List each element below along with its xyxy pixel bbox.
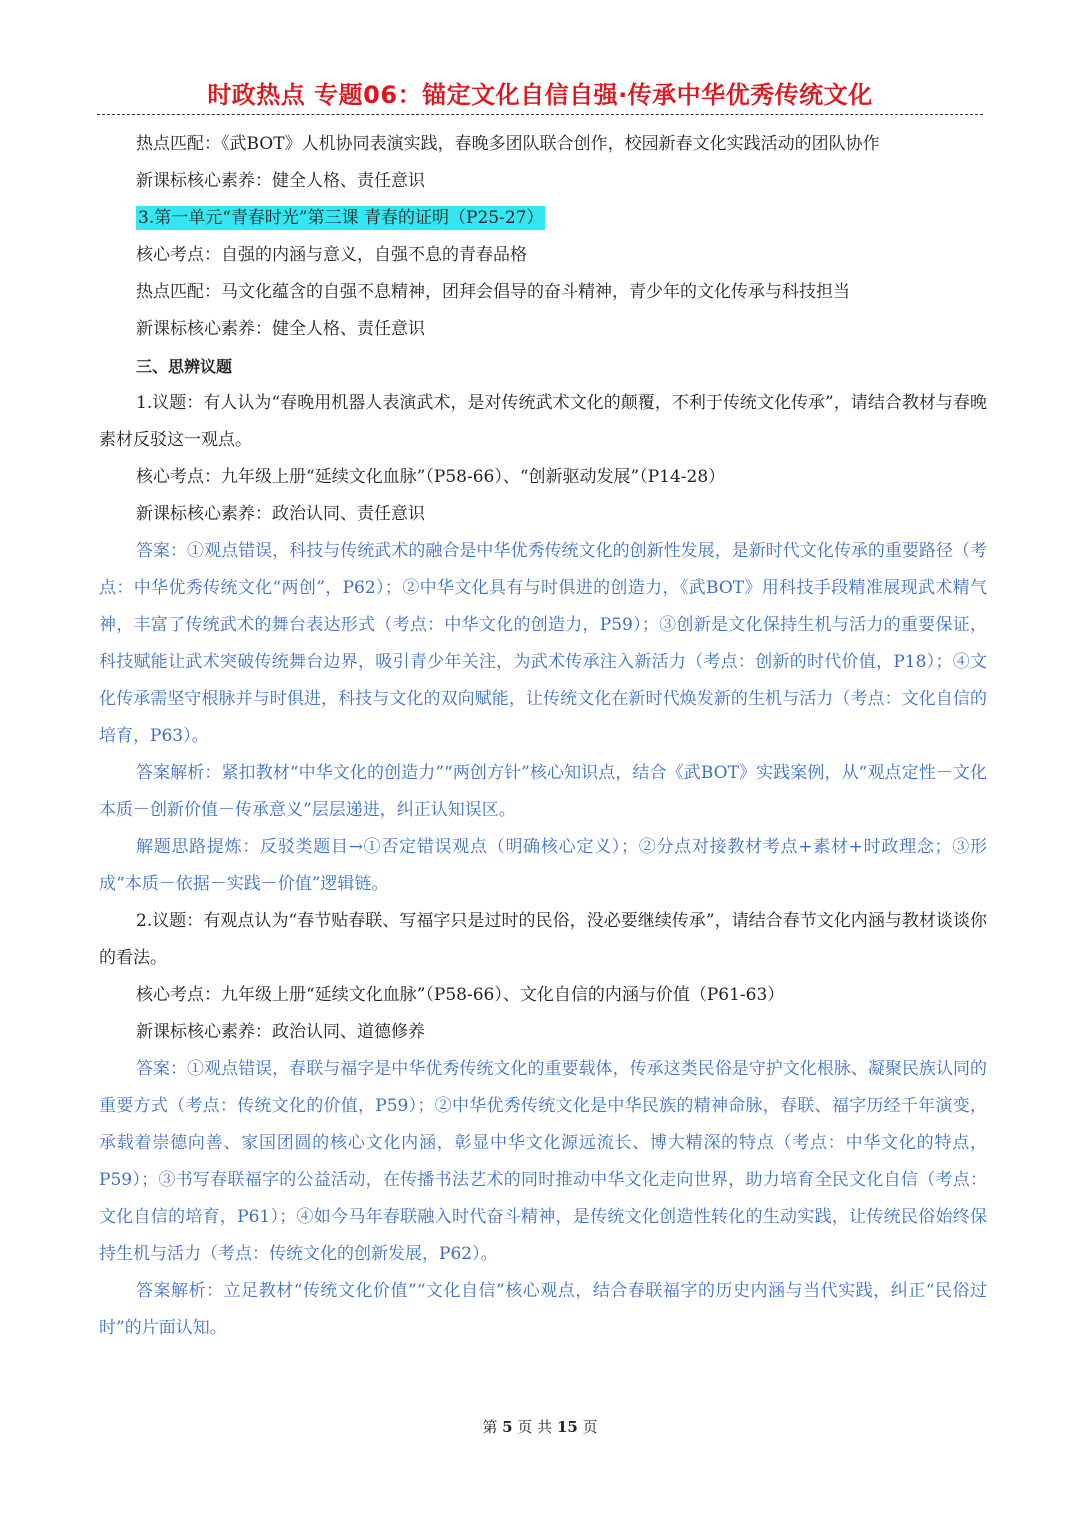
core-literacy-line: 新课标核心素养：政治认同、道德修养 (136, 1022, 425, 1042)
footer-suffix: 页 (582, 1418, 598, 1436)
answer-paragraph-2: 答案：①观点错误，春联与福字是中华优秀传统文化的重要载体，传承这类民俗是守护文化根脉、凝聚民族认同的重要方式（考点：传统文化的价值，P59）；②中华优秀传统文化是中华民族的精神命脉，春联、福字历经千年演变，承载着崇德向善、家国团圆的核心文化内涵，彰显中华文化源远流长、博大精深的特点（考点：中华文化的特点，P59）；③书写春联福字的公益活动，在传播书法艺术的同时推动中华文化走向世界，助力培育全民文化自信（考点：文化自信的培育，P61）；④如今马年春联融入时代奋斗精神，是传统文化创造性转化的生动实践，让传统民俗始终保持生机与活力（考点：传统文化的创新发展，P62）。 (99, 1059, 987, 1264)
core-exam-point-line: 核心考点：九年级上册“延续文化血脉”（P58-66）、文化自信的内涵与价值（P61-63） (136, 985, 785, 1005)
core-literacy-line: 新课标核心素养：健全人格、责任意识 (136, 319, 425, 339)
hotspot-match-line: 热点匹配：《武BOT》人机协同表演实践，春晚多团队联合创作，校园新春文化实践活动的团队协作 (136, 134, 880, 154)
section-heading-lesson (99, 200, 987, 237)
answer-analysis-2: 答案解析：立足教材“传统文化价值”“文化自信”核心观点，结合春联福字的历史内涵与当代实践，纠正“民俗过时”的片面认知。 (99, 1281, 987, 1338)
footer-middle: 页 共 (517, 1418, 553, 1436)
solution-approach: 解题思路提炼：反驳类题目→①否定错误观点（明确核心定义）；②分点对接教材考点+素材+时政理念；③形成“本质－依据－实践－价值”逻辑链。 (99, 837, 987, 894)
answer-analysis-1: 答案解析：紧扣教材“中华文化的创造力”“两创方针”核心知识点，结合《武BOT》实践案例，从“观点定性－文化本质－创新价值－传承意义”层层递进，纠正认知误区。 (99, 763, 987, 820)
total-page-number: 15 (556, 1418, 578, 1436)
core-exam-point-line: 核心考点：自强的内涵与意义，自强不息的青春品格 (136, 245, 527, 265)
core-literacy-line: 新课标核心素养：政治认同、责任意识 (136, 504, 425, 524)
debate-question-2: 2.议题：有观点认为“春节贴春联、写福字只是过时的民俗，没必要继续传承”，请结合春节文化内涵与教材谈谈你的看法。 (99, 911, 987, 968)
header-divider (97, 114, 983, 115)
section-heading-debate: 三、思辨议题 (136, 357, 233, 376)
highlighted-lesson-title: 3.第一单元“青春时光”第三课 青春的证明（P25-27） (138, 208, 544, 228)
debate-question-1: 1.议题：有人认为“春晚用机器人表演武术，是对传统武术文化的颠覆，不利于传统文化传承”，请结合教材与春晚素材反驳这一观点。 (99, 393, 987, 450)
page-title: 时政热点 专题06：锚定文化自信自强·传承中华优秀传统文化 (207, 81, 873, 109)
current-page-number: 5 (502, 1418, 513, 1436)
page-footer (0, 1416, 1080, 1438)
core-literacy-line: 新课标核心素养：健全人格、责任意识 (136, 171, 425, 191)
document-body (99, 126, 987, 1347)
footer-prefix: 第 (482, 1418, 498, 1436)
answer-paragraph-1: 答案：①观点错误，科技与传统武术的融合是中华优秀传统文化的创新性发展，是新时代文化传承的重要路径（考点：中华优秀传统文化“两创”，P62）；②中华文化具有与时俱进的创造力，《武BOT》用科技手段精准展现武术精气神，丰富了传统武术的舞台表达形式（考点：中华文化的创造力，P59）；③创新是文化保持生机与活力的重要保证，科技赋能让武术突破传统舞台边界，吸引青少年关注，为武术传承注入新活力（考点：创新的时代价值，P18）；④文化传承需坚守根脉并与时俱进，科技与文化的双向赋能，让传统文化在新时代焕发新的生机与活力（考点：文化自信的培育，P63）。 (99, 541, 987, 746)
core-exam-point-line: 核心考点：九年级上册“延续文化血脉”（P58-66）、“创新驱动发展”（P14-28） (136, 467, 726, 487)
hotspot-match-line: 热点匹配：马文化蕴含的自强不息精神，团拜会倡导的奋斗精神，青少年的文化传承与科技担当 (136, 282, 850, 302)
